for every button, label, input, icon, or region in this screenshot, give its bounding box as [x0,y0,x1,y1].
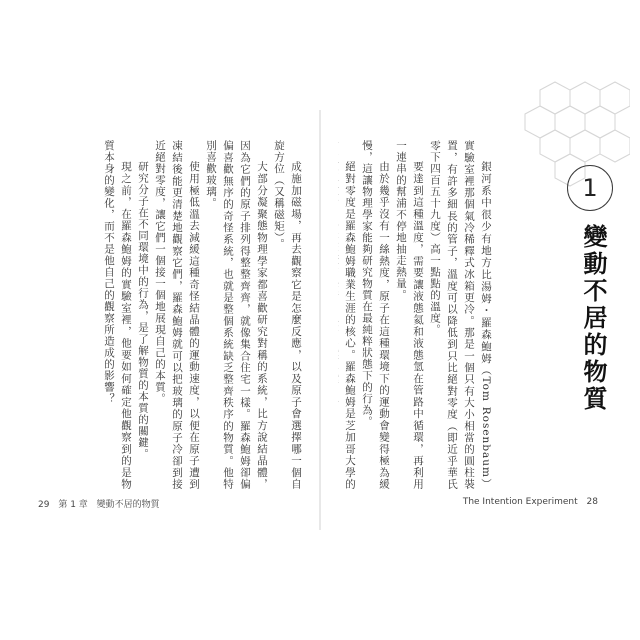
left-body-text [72,140,304,490]
left-chapter-label: 第 1 章 [58,500,88,510]
paragraph: 要達到這種溫度，需要讓液態氦和液態氫在管路中循環，再利用一連串的幫浦不停地抽走熱量。 [395,140,424,490]
left-page-number: 29 [38,500,50,510]
right-body-text [338,140,494,490]
paragraph: 銀河系中很少有地方比湯姆・羅森鮑姆（Tom Rosenbaum）實驗室裡那個氣冷稀釋式冰箱更冷。那是一個只有大小相當的圓柱裝置，有許多細長的管子，溫度可以降低到只比絕對零度（即近乎華氏零下四百五十九度）高一點點的溫度。 [429,140,492,490]
paragraph: 由於幾乎沒有一絲熱度，原子在這種環境下的運動會變得極為緩慢，這讓物理學家能夠研究物質在最純粹狀態下的行為。 [361,140,390,490]
hexagon-pattern-icon [500,80,630,190]
paragraph: 現之前，在羅森鮑姆的實驗室裡，他要如何確定他觀察到的是物質本身的變化，而不是他自己的觀察所造成的影響？ [103,140,132,490]
paragraph: 大部分凝聚態物理學家都喜歡研究對稱的系統，比方說結晶體，因為它們的原子排列得整整齊齊，就像集合住宅一樣。羅森鮑姆卻偏偏喜歡無序的奇怪系統，也就是整個系統缺乏整齊秩序的物質。他特別喜歡玻璃。 [205,140,268,490]
running-head: The Intention Experiment [462,497,578,507]
paragraph: 絕對零度是羅森鮑姆職業生涯的核心。羅森鮑姆是芝加哥大學的 [344,161,356,490]
chapter-title: 變動不居的物質 [579,224,607,413]
left-chapter-name: 變動不居的物質 [96,500,160,510]
right-footer [463,497,604,507]
right-page-number: 28 [586,497,598,507]
chapter-number-badge: 1 [567,165,613,211]
paragraph: 成施加磁場，再去觀察它是怎麼反應，以及原子會選擇哪一個自旋方位（又稱磁矩）。 [273,140,302,490]
left-footer [38,497,166,510]
paragraph: 使用極低溫去減緩這種奇怪結晶體的運動速度，以便在原子遭到凍結後能更清楚地觀察它們，羅森鮑姆就可以把玻璃的原子冷卻到接近絕對零度，讓它們一個接一個地展現自己的本質。 [154,140,200,490]
paragraph: 研究分子在不同環境中的行為，是了解物質的本質的關鍵。 [137,161,149,460]
